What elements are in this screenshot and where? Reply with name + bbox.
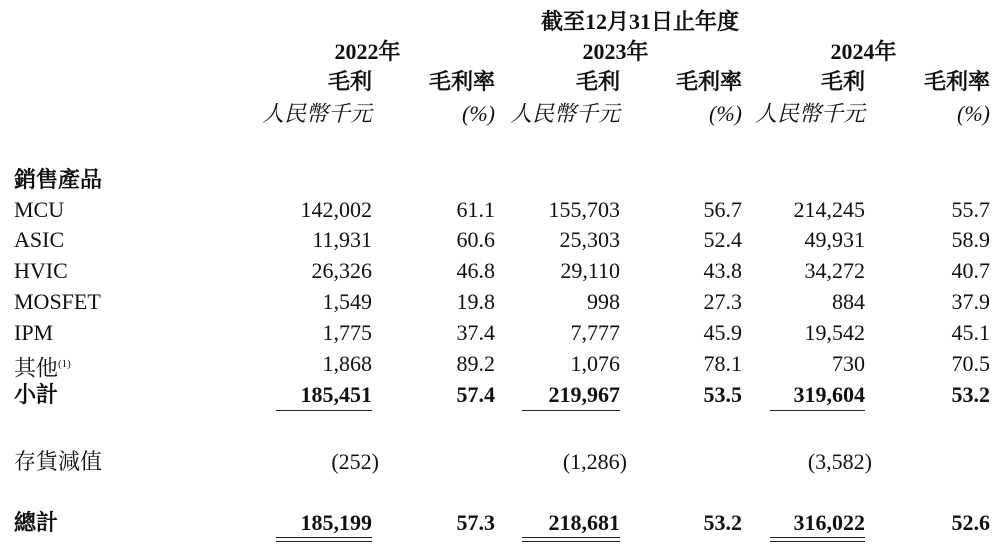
total-row-cell: 52.6 xyxy=(951,510,990,535)
table-row-cell: 1,868 xyxy=(322,351,372,376)
table-row-cell: 1,549 xyxy=(322,289,372,314)
table-row-cell: 49,931 xyxy=(804,227,865,252)
table-row-cell: 58.9 xyxy=(951,227,990,252)
table-row-cell: 214,245 xyxy=(793,197,865,222)
col-margin-header: 毛利率 xyxy=(428,69,495,94)
table-row-cell: 34,272 xyxy=(804,258,865,283)
table-row-label: HVIC xyxy=(14,258,68,283)
impairment-row-cell: (1,286) xyxy=(562,449,627,474)
subtotal-row-cell: 57.4 xyxy=(456,382,495,407)
total-row-label: 總計 xyxy=(14,510,59,535)
table-row-cell: 29,110 xyxy=(560,258,620,283)
table-row-cell: 37.4 xyxy=(456,320,495,345)
table-row-cell: 45.1 xyxy=(951,320,990,345)
table-row-cell: 155,703 xyxy=(548,197,620,222)
subtotal-underline xyxy=(770,410,865,411)
table-row-cell: 25,303 xyxy=(559,227,620,252)
table-row-cell: 1,775 xyxy=(322,320,372,345)
table-row-cell: 1,076 xyxy=(570,351,620,376)
table-row-cell: 45.9 xyxy=(703,320,742,345)
table-row-cell: 43.8 xyxy=(703,258,742,283)
table-row-cell: 55.7 xyxy=(951,197,990,222)
total-row-cell: 218,681 xyxy=(548,510,620,535)
total-double-underline xyxy=(522,537,620,542)
col-margin-header: 毛利率 xyxy=(675,69,742,94)
table-row-label: MOSFET xyxy=(14,289,101,314)
year-2023: 2023年 xyxy=(582,39,649,64)
subtotal-row-cell: 53.2 xyxy=(951,382,990,407)
total-double-underline xyxy=(276,537,372,542)
section-label: 銷售產品 xyxy=(14,167,103,192)
table-row-cell: 56.7 xyxy=(703,197,742,222)
table-row-cell: 46.8 xyxy=(456,258,495,283)
subtotal-row-cell: 185,451 xyxy=(300,382,372,407)
table-row-cell: 998 xyxy=(587,289,620,314)
table-row-cell: 19,542 xyxy=(804,320,865,345)
table-row-label: IPM xyxy=(14,320,54,345)
col-gross-profit-header: 毛利 xyxy=(327,69,372,94)
table-row-cell: 884 xyxy=(832,289,865,314)
total-double-underline xyxy=(770,537,865,542)
table-row-cell: 52.4 xyxy=(703,227,742,252)
total-row-cell: 316,022 xyxy=(793,510,865,535)
subtotal-underline xyxy=(522,410,620,411)
unit-pct: (%) xyxy=(709,101,742,126)
subtotal-row-label: 小計 xyxy=(14,382,59,407)
subtotal-row-cell: 319,604 xyxy=(793,382,865,407)
table-row-cell: 40.7 xyxy=(951,258,990,283)
impairment-row-label: 存貨減值 xyxy=(14,449,103,474)
total-row-cell: 53.2 xyxy=(703,510,742,535)
subtotal-row-cell: 219,967 xyxy=(548,382,620,407)
table-row-cell: 70.5 xyxy=(951,351,990,376)
total-row-cell: 185,199 xyxy=(300,510,372,535)
impairment-row-cell: (3,582) xyxy=(807,449,872,474)
table-row-cell: 7,777 xyxy=(570,320,620,345)
total-row-cell: 57.3 xyxy=(456,510,495,535)
table-row-cell: 142,002 xyxy=(300,197,372,222)
col-gross-profit-header: 毛利 xyxy=(575,69,620,94)
unit-amount: 人民幣千元 xyxy=(754,101,865,126)
year-2022: 2022年 xyxy=(334,39,401,64)
footnote-marker: (1) xyxy=(58,358,71,370)
table-row-cell: 60.6 xyxy=(456,227,495,252)
table-row-label-text: 其他 xyxy=(14,355,59,381)
table-row-cell: 61.1 xyxy=(456,197,495,222)
table-row-label xyxy=(14,351,71,381)
table-row-cell: 11,931 xyxy=(312,227,372,252)
unit-pct: (%) xyxy=(957,101,990,126)
table-row-cell: 730 xyxy=(832,351,865,376)
period-heading: 截至12月31日止年度 xyxy=(540,9,739,34)
unit-amount: 人民幣千元 xyxy=(509,101,620,126)
col-gross-profit-header: 毛利 xyxy=(820,69,865,94)
table-row-cell: 37.9 xyxy=(951,289,990,314)
table-row-cell: 26,326 xyxy=(311,258,372,283)
unit-amount: 人民幣千元 xyxy=(261,101,372,126)
impairment-row-cell: (252) xyxy=(331,449,379,474)
table-row-cell: 19.8 xyxy=(456,289,495,314)
col-margin-header: 毛利率 xyxy=(923,69,990,94)
table-row-label: MCU xyxy=(14,197,65,222)
table-row-cell: 89.2 xyxy=(456,351,495,376)
table-row-cell: 78.1 xyxy=(703,351,742,376)
table-row-cell: 27.3 xyxy=(703,289,742,314)
year-2024: 2024年 xyxy=(830,39,897,64)
table-row-label: ASIC xyxy=(14,227,65,252)
subtotal-row-cell: 53.5 xyxy=(703,382,742,407)
unit-pct: (%) xyxy=(462,101,495,126)
subtotal-underline xyxy=(276,410,372,411)
